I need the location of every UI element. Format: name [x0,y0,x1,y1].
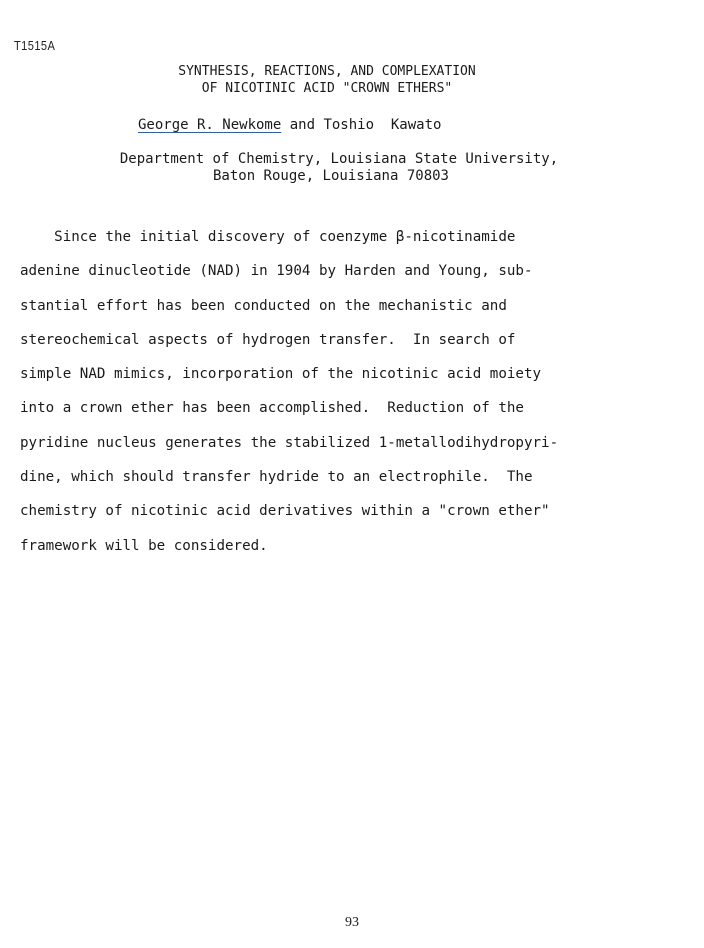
page-number: 93 [345,915,359,930]
authors-line [138,117,441,133]
abstract-body [20,226,700,569]
author-second: Toshio Kawato [323,117,442,133]
body-line: stereochemical aspects of hydrogen transfer. In search of [20,331,516,348]
body-line: adenine dinucleotide (NAD) in 1904 by Harden and Young, sub- [20,263,533,280]
affiliation-line-2: Baton Rouge, Louisiana 70803 [212,168,449,184]
body-line: pyridine nucleus generates the stabilized 1-metallodihydropyri- [20,434,559,451]
body-line: stantial effort has been conducted on the mechanistic and [20,297,507,314]
body-line: dine, which should transfer hydride to an electrophile. The [20,469,533,486]
title-line-1: SYNTHESIS, REACTIONS, AND COMPLEXATION [178,64,476,79]
body-line: chemistry of nicotinic acid derivatives within a "crown ether" [20,503,550,520]
body-line: simple NAD mimics, incorporation of the nicotinic acid moiety [20,366,542,383]
affiliation-line-1: Department of Chemistry, Louisiana State University, [119,151,559,167]
body-line: Since the initial discovery of coenzyme β-nicotinamide [20,229,516,245]
document-code: T1515A [14,38,56,53]
author-connector: and [281,117,324,133]
title-line-2: OF NICOTINIC ACID "CROWN ETHERS" [201,81,453,96]
author-presenting: George R. Newkome [138,117,282,133]
body-line: into a crown ether has been accomplished. Reduction of the [20,400,524,417]
body-line: framework will be considered. [20,537,268,554]
